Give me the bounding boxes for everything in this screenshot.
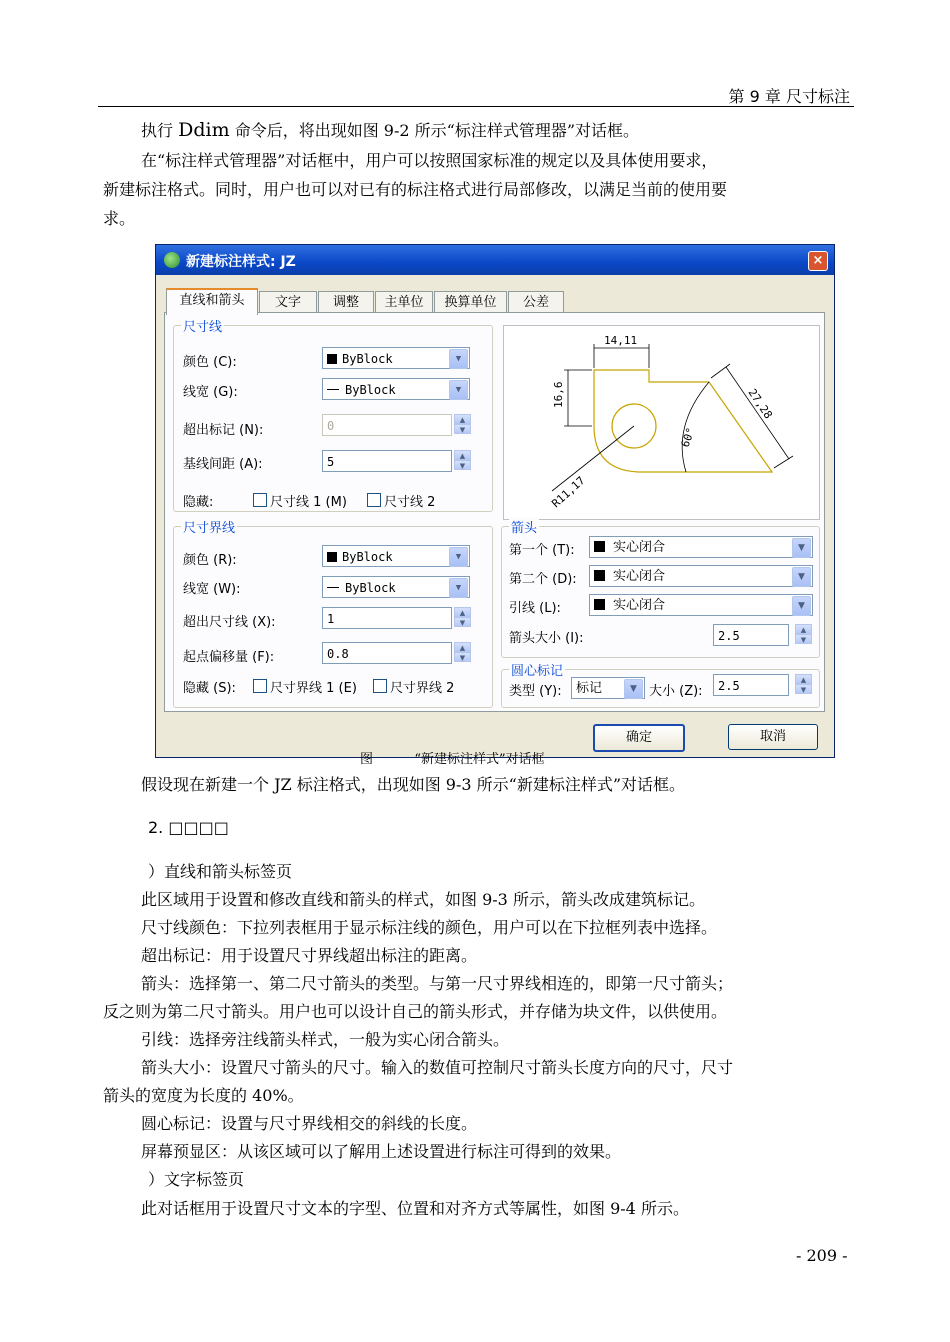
figure-caption: 图 “新建标注样式”对话框 [360, 752, 545, 767]
ext-suppress-label: 隐藏 (S): [183, 681, 236, 696]
chevron-down-icon[interactable]: ▼ [449, 578, 468, 598]
body-line-10: 箭头的宽度为长度的 40%。 [103, 1086, 304, 1105]
first-arrow-label: 第一个 (T): [509, 543, 575, 558]
body-line-5: 超出标记：用于设置尺寸界线超出标注的距离。 [141, 946, 478, 965]
chevron-down-icon[interactable]: ▼ [449, 349, 468, 369]
suppress-ext2-label: 尺寸界线 2 [390, 681, 455, 696]
baseline-spacing-input[interactable]: 5 [322, 450, 452, 472]
extend-ticks-spinner[interactable]: ▲ ▼ [454, 414, 471, 436]
leader-arrow-combo[interactable]: 实心闭合 ▼ [589, 594, 813, 616]
extend-ticks-label: 超出标记 (N): [183, 423, 264, 438]
dim-line-group-label: 尺寸线 [181, 316, 224, 335]
body-line-6: 箭头：选择第一、第二尺寸箭头的类型。与第一尺寸界线相连的，即第一尺寸箭头； [141, 974, 734, 993]
close-button[interactable]: × [808, 251, 828, 271]
tab-tolerances[interactable]: 公差 [508, 291, 564, 313]
chevron-down-icon[interactable]: ▼ [792, 567, 811, 587]
closed-filled-arrow-icon [594, 599, 605, 610]
body-line-7: 反之则为第二尺寸箭头。用户也可以设计自己的箭头形式，并存储为块文件，以供使用。 [103, 1002, 728, 1021]
tab-lines-arrows[interactable]: 直线和箭头 [166, 288, 258, 315]
extend-ticks-input[interactable]: 0 [322, 414, 452, 436]
suppress-dimline2-label: 尺寸线 2 [384, 495, 436, 510]
dialog-title: 新建标注样式: JZ [186, 254, 296, 270]
tab-panel [164, 312, 825, 712]
suppress-dimline1-label: 尺寸线 1 (M) [270, 495, 347, 510]
origin-offset-label: 起点偏移量 (F): [183, 650, 275, 665]
baseline-spacing-spinner[interactable]: ▲ ▼ [454, 450, 471, 472]
center-size-spinner[interactable]: ▲ ▼ [795, 674, 812, 696]
lineweight-icon [327, 389, 339, 390]
body-line-14: 此对话框用于设置尺寸文本的字型、位置和对齐方式等属性，如图 9-4 所示。 [141, 1199, 689, 1218]
preview-dim-top: 14,11 [604, 334, 638, 347]
paragraph-2-line-1: 在“标注样式管理器”对话框中，用户可以按照国家标准的规定以及具体使用要求， [141, 151, 718, 170]
chapter-header: 第 9 章 尺寸标注 [728, 87, 850, 106]
body-line-3: 此区域用于设置和修改直线和箭头的样式，如图 9-3 所示，箭头改成建筑标记。 [141, 890, 705, 909]
baseline-spacing-label: 基线间距 (A): [183, 457, 263, 472]
center-marks-group-label: 圆心标记 [509, 660, 565, 679]
paragraph-2-line-3: 求。 [103, 209, 136, 228]
arrow-size-label: 箭头大小 (I): [509, 631, 584, 646]
lineweight-icon [327, 587, 339, 588]
closed-filled-arrow-icon [594, 541, 605, 552]
dim-lineweight-label: 线宽 (G): [183, 385, 238, 400]
chevron-down-icon[interactable]: ▼ [792, 538, 811, 558]
dim-color-combo[interactable]: ByBlock ▼ [322, 347, 470, 369]
body-line-1: 假设现在新建一个 JZ 标注格式，出现如图 9-3 所示“新建标注样式”对话框。 [141, 775, 686, 794]
suppress-ext1-checkbox[interactable] [253, 679, 267, 693]
dim-color-label: 颜色 (C): [183, 355, 237, 370]
suppress-ext1-label: 尺寸界线 1 (E) [270, 681, 357, 696]
second-arrow-combo[interactable]: 实心闭合 ▼ [589, 565, 813, 587]
chevron-down-icon[interactable]: ▼ [792, 596, 811, 616]
extend-beyond-input[interactable]: 1 [322, 607, 452, 629]
tab-fit[interactable]: 调整 [318, 291, 374, 313]
body-line-8: 引线：选择旁注线箭头样式，一般为实心闭合箭头。 [141, 1030, 510, 1049]
app-icon [164, 252, 180, 268]
page-number: - 209 - [796, 1246, 848, 1265]
preview-dim-diagonal: 27,28 [745, 386, 775, 422]
closed-filled-arrow-icon [594, 570, 605, 581]
extend-beyond-spinner[interactable]: ▲ ▼ [454, 607, 471, 629]
suppress-dimline1-checkbox[interactable] [253, 493, 267, 507]
body-line-4: 尺寸线颜色：下拉列表框用于显示标注线的颜色，用户可以在下拉框列表中选择。 [141, 918, 718, 937]
chevron-down-icon[interactable]: ▼ [624, 679, 643, 699]
tab-primary-units[interactable]: 主单位 [375, 291, 433, 313]
arrow-size-spinner[interactable]: ▲ ▼ [795, 624, 812, 646]
body-line-12: 屏幕预显区：从该区域可以了解用上述设置进行标注可得到的效果。 [141, 1142, 622, 1161]
body-line-9: 箭头大小：设置尺寸箭头的尺寸。输入的数值可控制尺寸箭头长度方向的尺寸，尺寸 [141, 1058, 734, 1077]
first-arrow-combo[interactable]: 实心闭合 ▼ [589, 536, 813, 558]
leader-arrow-label: 引线 (L): [509, 601, 561, 616]
origin-offset-input[interactable]: 0.8 [322, 642, 452, 664]
arrowheads-group-label: 箭头 [509, 517, 539, 536]
body-line-11: 圆心标记：设置与尺寸界线相交的斜线的长度。 [141, 1114, 478, 1133]
origin-offset-spinner[interactable]: ▲ ▼ [454, 642, 471, 664]
new-dimstyle-dialog [155, 244, 835, 758]
body-line-2: ）直线和箭头标签页 [148, 862, 293, 881]
preview-radius: R11,17 [549, 473, 588, 511]
center-size-label: 大小 (Z): [649, 684, 703, 699]
chevron-down-icon[interactable]: ▼ [449, 547, 468, 567]
preview-dim-left: 16,6 [552, 381, 565, 408]
center-type-combo[interactable]: 标记 ▼ [571, 677, 645, 699]
preview-pane [503, 325, 820, 520]
ext-lineweight-label: 线宽 (W): [183, 582, 241, 597]
paragraph-2-line-2: 新建标注格式。同时，用户也可以对已有的标注格式进行局部修改，以满足当前的使用要 [103, 180, 728, 199]
dim-lineweight-combo[interactable]: ByBlock ▼ [322, 378, 470, 400]
header-rule [98, 106, 854, 107]
tab-text[interactable]: 文字 [259, 291, 317, 313]
section-heading: 2. □□□□ [148, 818, 229, 837]
suppress-label: 隐藏: [183, 495, 214, 510]
color-swatch-icon [327, 552, 337, 562]
second-arrow-label: 第二个 (D): [509, 572, 577, 587]
center-size-input[interactable]: 2.5 [713, 674, 789, 696]
color-swatch-icon [327, 354, 337, 364]
chevron-down-icon[interactable]: ▼ [449, 380, 468, 400]
ext-lineweight-combo[interactable]: ByBlock ▼ [322, 576, 470, 598]
tab-alternate-units[interactable]: 换算单位 [434, 291, 507, 313]
preview-angle: 60° [678, 425, 698, 450]
arrow-size-input[interactable]: 2.5 [713, 624, 789, 646]
center-type-label: 类型 (Y): [509, 684, 562, 699]
ext-color-combo[interactable]: ByBlock ▼ [322, 545, 470, 567]
ok-button[interactable]: 确定 [593, 724, 685, 752]
suppress-dimline2-checkbox[interactable] [367, 493, 381, 507]
ext-color-label: 颜色 (R): [183, 553, 237, 568]
ext-line-group-label: 尺寸界线 [181, 517, 237, 536]
cancel-button[interactable]: 取消 [728, 724, 818, 750]
preview-drawing [504, 326, 819, 519]
suppress-ext2-checkbox[interactable] [373, 679, 387, 693]
paragraph-1: 执行 Ddim 命令后，将出现如图 9-2 所示“标注样式管理器”对话框。 [141, 119, 640, 141]
body-line-13: ）文字标签页 [148, 1170, 245, 1189]
extend-beyond-label: 超出尺寸线 (X): [183, 615, 276, 630]
